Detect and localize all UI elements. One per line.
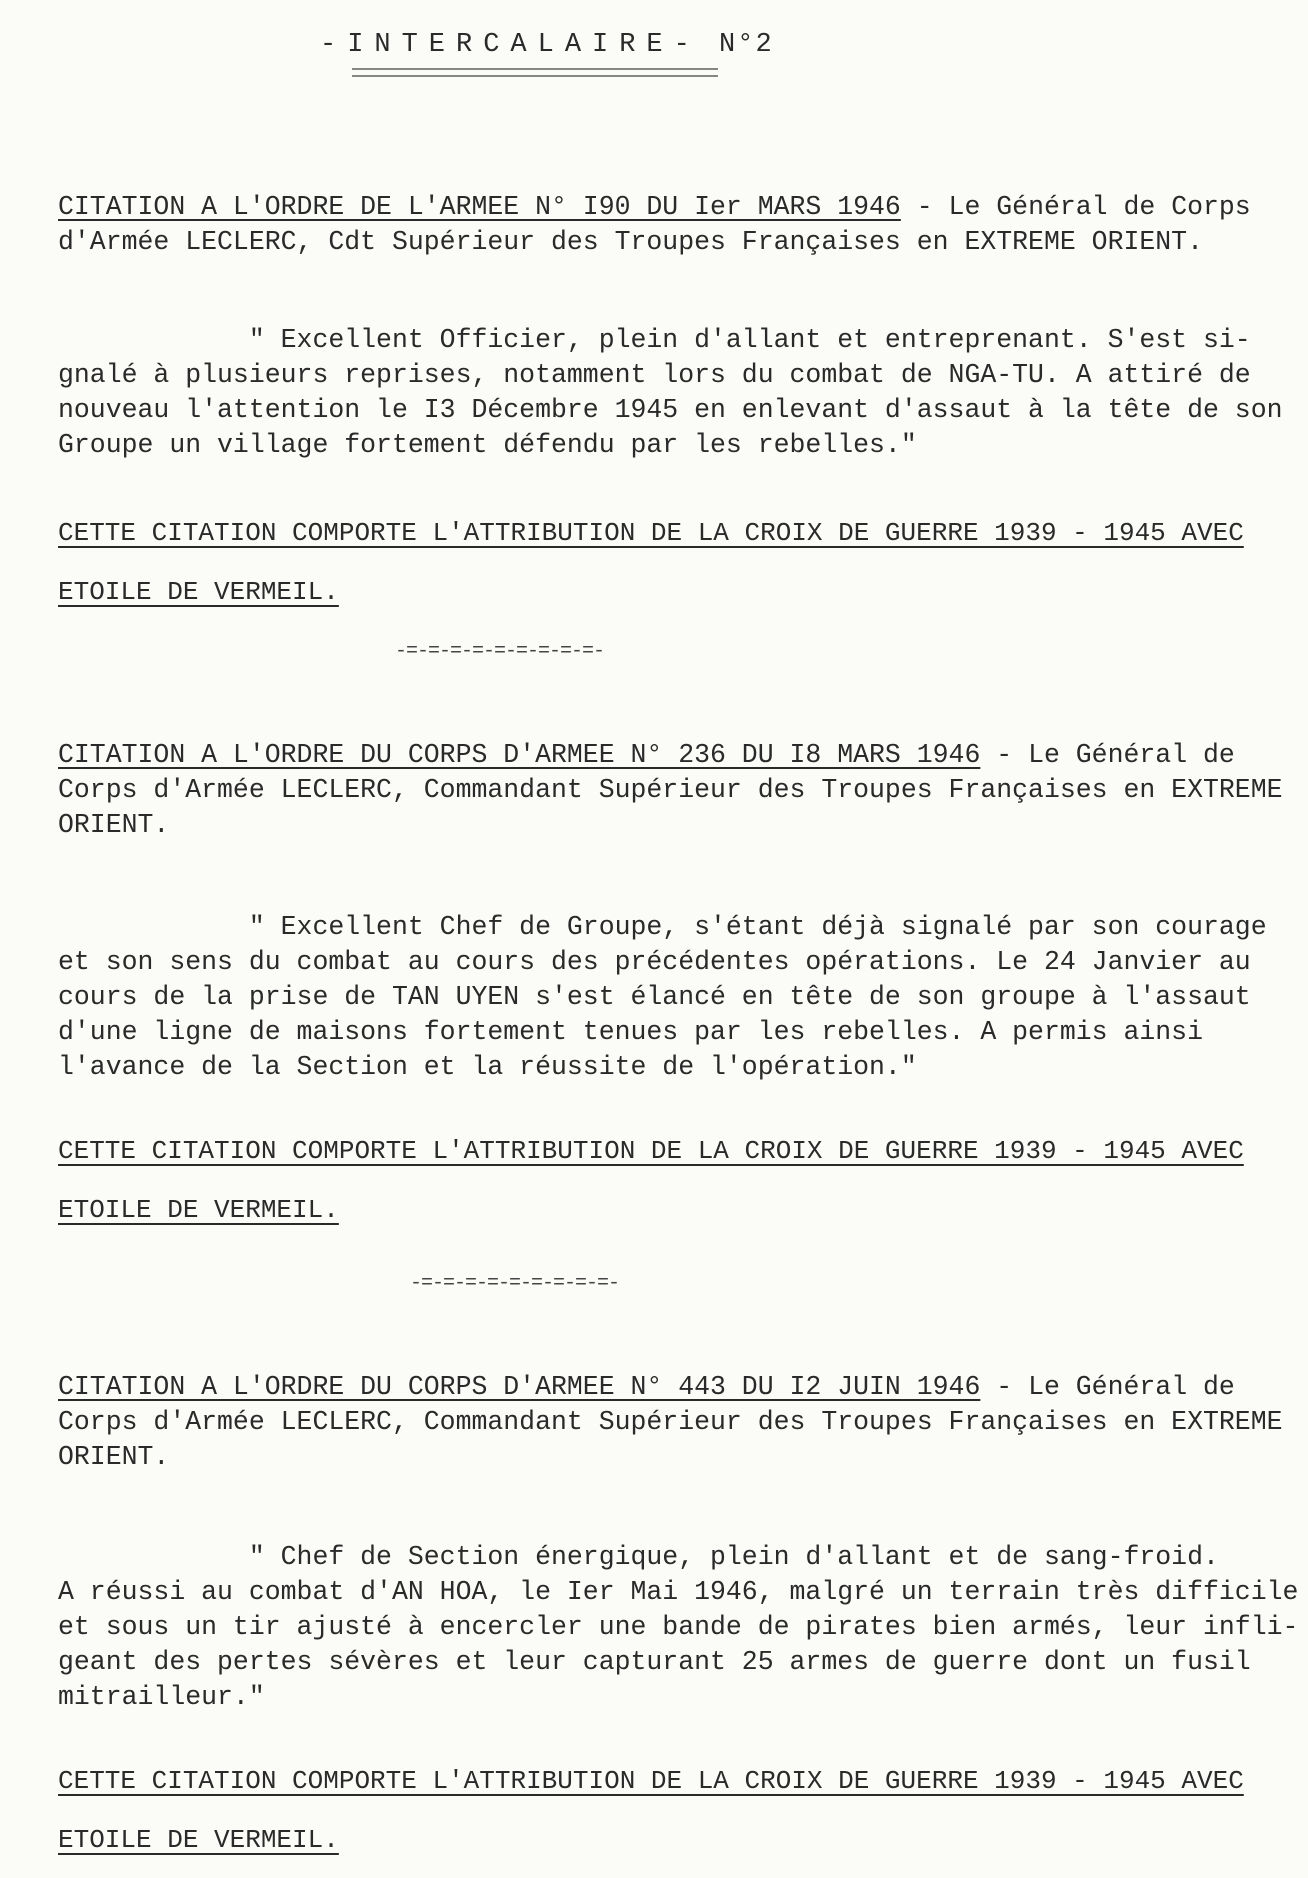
citation-text-line: Groupe un village fortement défendu par les rebelles." <box>58 430 917 460</box>
citation-text-line: " Chef de Section énergique, plein d'allant et de sang-froid. <box>58 1542 1219 1572</box>
header-underline <box>352 68 718 77</box>
citation-text-line: gnalé à plusieurs reprises, notamment lors du combat de NGA-TU. A attiré de <box>58 360 1251 390</box>
citation-heading: CITATION A L'ORDRE DU CORPS D'ARMEE N° 443 DU I2 JUIN 1946 <box>58 1372 981 1402</box>
citation-text-line: " Excellent Officier, plein d'allant et entreprenant. S'est si- <box>58 325 1251 355</box>
page-header <box>320 30 774 60</box>
award-line-2: ETOILE DE VERMEIL. <box>58 1825 339 1855</box>
award-line-1: CETTE CITATION COMPORTE L'ATTRIBUTION DE LA CROIX DE GUERRE 1939 - 1945 AVEC <box>58 1766 1244 1796</box>
citation-1-text <box>58 323 1298 463</box>
citation-text-line: et son sens du combat au cours des précédentes opérations. Le 24 Janvier au <box>58 947 1251 977</box>
header-title: -INTERCALAIRE- <box>320 30 701 60</box>
citation-1-award <box>58 516 1244 610</box>
citation-heading-rest: - Le Général de <box>980 740 1235 770</box>
citation-heading-rest: - Le Général de Corps <box>900 192 1251 222</box>
section-separator: -=-=-=-=-=-=-=-=-=- <box>410 1272 620 1295</box>
citation-heading-rest: - Le Général de <box>980 1372 1235 1402</box>
citation-authority-line: ORIENT. <box>58 810 170 840</box>
citation-authority-line: Corps d'Armée LECLERC, Commandant Supérieur des Troupes Françaises en EXTREME <box>58 1407 1283 1437</box>
citation-3-heading-block <box>58 1370 1298 1475</box>
award-line-1: CETTE CITATION COMPORTE L'ATTRIBUTION DE LA CROIX DE GUERRE 1939 - 1945 AVEC <box>58 518 1244 548</box>
citation-text-line: l'avance de la Section et la réussite de l'opération." <box>58 1052 917 1082</box>
award-line-2: ETOILE DE VERMEIL. <box>58 1195 339 1225</box>
citation-text-line: et sous un tir ajusté à encercler une bande de pirates bien armés, leur infli- <box>58 1612 1299 1642</box>
citation-text-line: nouveau l'attention le I3 Décembre 1945 en enlevant d'assaut à la tête de son <box>58 395 1283 425</box>
award-line-1: CETTE CITATION COMPORTE L'ATTRIBUTION DE LA CROIX DE GUERRE 1939 - 1945 AVEC <box>58 1136 1244 1166</box>
citation-text-line: A réussi au combat d'AN HOA, le Ier Mai 1946, malgré un terrain très difficile <box>58 1577 1299 1607</box>
citation-1-heading-block <box>58 190 1298 260</box>
citation-text-line: geant des pertes sévères et leur capturant 25 armes de guerre dont un fusil <box>58 1647 1251 1677</box>
citation-2-text <box>58 910 1298 1085</box>
header-number: N°2 <box>719 30 774 60</box>
citation-text-line: d'une ligne de maisons fortement tenues par les rebelles. A permis ainsi <box>58 1017 1203 1047</box>
citation-2-award <box>58 1134 1244 1228</box>
citation-authority-line: ORIENT. <box>58 1442 170 1472</box>
citation-3-text <box>58 1540 1298 1715</box>
citation-heading: CITATION A L'ORDRE DU CORPS D'ARMEE N° 236 DU I8 MARS 1946 <box>58 740 981 770</box>
citation-text-line: mitrailleur." <box>58 1682 265 1712</box>
citation-text-line: cours de la prise de TAN UYEN s'est élancé en tête de son groupe à l'assaut <box>58 982 1251 1012</box>
citation-2-heading-block <box>58 738 1298 843</box>
citation-authority-line: d'Armée LECLERC, Cdt Supérieur des Troupes Françaises en EXTREME ORIENT. <box>58 227 1203 257</box>
award-line-2: ETOILE DE VERMEIL. <box>58 577 339 607</box>
citation-text-line: " Excellent Chef de Groupe, s'étant déjà signalé par son courage <box>58 912 1267 942</box>
citation-3-award <box>58 1764 1244 1858</box>
section-separator: -=-=-=-=-=-=-=-=-=- <box>395 640 605 663</box>
citation-heading: CITATION A L'ORDRE DE L'ARMEE N° I90 DU Ier MARS 1946 <box>58 192 901 222</box>
citation-authority-line: Corps d'Armée LECLERC, Commandant Supérieur des Troupes Françaises en EXTREME <box>58 775 1283 805</box>
